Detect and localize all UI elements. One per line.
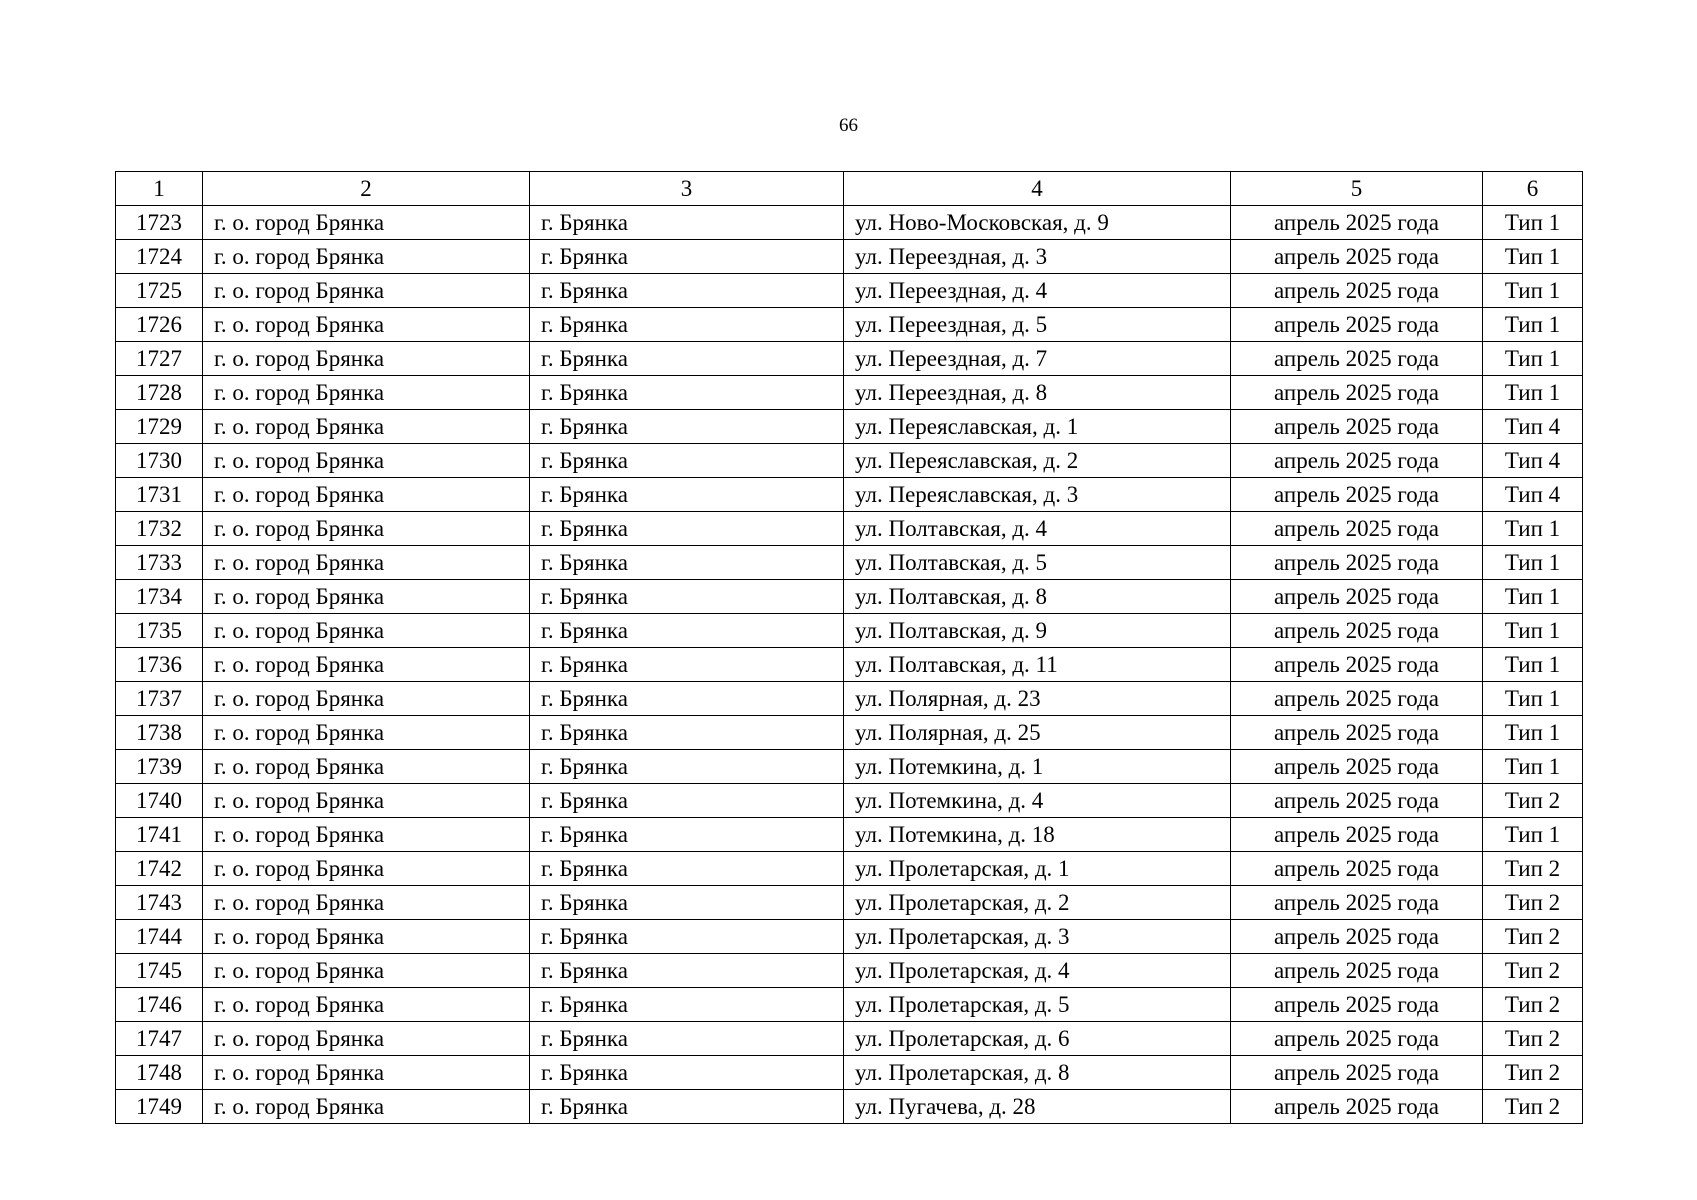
row-number-cell: 1747: [116, 1022, 203, 1056]
type-cell: Тип 1: [1483, 648, 1583, 682]
locality-cell: г. Брянка: [530, 920, 844, 954]
municipality-cell: г. о. город Брянка: [203, 954, 530, 988]
date-cell: апрель 2025 года: [1231, 988, 1483, 1022]
locality-cell: г. Брянка: [530, 988, 844, 1022]
type-cell: Тип 4: [1483, 478, 1583, 512]
date-cell: апрель 2025 года: [1231, 546, 1483, 580]
row-number-cell: 1733: [116, 546, 203, 580]
municipality-cell: г. о. город Брянка: [203, 240, 530, 274]
date-cell: апрель 2025 года: [1231, 580, 1483, 614]
row-number-cell: 1739: [116, 750, 203, 784]
address-cell: ул. Полтавская, д. 9: [844, 614, 1231, 648]
type-cell: Тип 2: [1483, 954, 1583, 988]
table-row: [116, 1056, 1583, 1090]
municipality-cell: г. о. город Брянка: [203, 716, 530, 750]
row-number-cell: 1723: [116, 206, 203, 240]
row-number-cell: 1736: [116, 648, 203, 682]
municipality-cell: г. о. город Брянка: [203, 274, 530, 308]
municipality-cell: г. о. город Брянка: [203, 546, 530, 580]
table-row: [116, 342, 1583, 376]
municipality-cell: г. о. город Брянка: [203, 648, 530, 682]
date-cell: апрель 2025 года: [1231, 886, 1483, 920]
locality-cell: г. Брянка: [530, 716, 844, 750]
row-number-cell: 1730: [116, 444, 203, 478]
table-row: [116, 240, 1583, 274]
locality-cell: г. Брянка: [530, 954, 844, 988]
table-row: [116, 274, 1583, 308]
type-cell: Тип 2: [1483, 1022, 1583, 1056]
locality-cell: г. Брянка: [530, 580, 844, 614]
table-row: [116, 988, 1583, 1022]
column-number-2: 2: [203, 172, 530, 206]
row-number-cell: 1737: [116, 682, 203, 716]
address-cell: ул. Полтавская, д. 5: [844, 546, 1231, 580]
table-body: [116, 172, 1583, 1124]
row-number-cell: 1729: [116, 410, 203, 444]
municipality-cell: г. о. город Брянка: [203, 308, 530, 342]
locality-cell: г. Брянка: [530, 410, 844, 444]
row-number-cell: 1724: [116, 240, 203, 274]
row-number-cell: 1744: [116, 920, 203, 954]
row-number-cell: 1734: [116, 580, 203, 614]
municipality-cell: г. о. город Брянка: [203, 410, 530, 444]
type-cell: Тип 2: [1483, 784, 1583, 818]
address-cell: ул. Полтавская, д. 8: [844, 580, 1231, 614]
locality-cell: г. Брянка: [530, 682, 844, 716]
address-cell: ул. Переездная, д. 8: [844, 376, 1231, 410]
table-row: [116, 206, 1583, 240]
row-number-cell: 1741: [116, 818, 203, 852]
column-number-1: 1: [116, 172, 203, 206]
type-cell: Тип 2: [1483, 1056, 1583, 1090]
locality-cell: г. Брянка: [530, 1056, 844, 1090]
municipality-cell: г. о. город Брянка: [203, 614, 530, 648]
type-cell: Тип 1: [1483, 750, 1583, 784]
municipality-cell: г. о. город Брянка: [203, 750, 530, 784]
locality-cell: г. Брянка: [530, 750, 844, 784]
type-cell: Тип 1: [1483, 818, 1583, 852]
row-number-cell: 1727: [116, 342, 203, 376]
locality-cell: г. Брянка: [530, 818, 844, 852]
address-cell: ул. Ново-Московская, д. 9: [844, 206, 1231, 240]
date-cell: апрель 2025 года: [1231, 444, 1483, 478]
address-cell: ул. Полярная, д. 25: [844, 716, 1231, 750]
date-cell: апрель 2025 года: [1231, 376, 1483, 410]
type-cell: Тип 4: [1483, 444, 1583, 478]
municipality-cell: г. о. город Брянка: [203, 580, 530, 614]
municipality-cell: г. о. город Брянка: [203, 376, 530, 410]
locality-cell: г. Брянка: [530, 614, 844, 648]
row-number-cell: 1746: [116, 988, 203, 1022]
municipality-cell: г. о. город Брянка: [203, 1022, 530, 1056]
date-cell: апрель 2025 года: [1231, 716, 1483, 750]
table-row: [116, 478, 1583, 512]
municipality-cell: г. о. город Брянка: [203, 1056, 530, 1090]
row-number-cell: 1731: [116, 478, 203, 512]
table-row: [116, 648, 1583, 682]
municipality-cell: г. о. город Брянка: [203, 818, 530, 852]
address-cell: ул. Потемкина, д. 4: [844, 784, 1231, 818]
municipality-cell: г. о. город Брянка: [203, 206, 530, 240]
municipality-cell: г. о. город Брянка: [203, 478, 530, 512]
date-cell: апрель 2025 года: [1231, 410, 1483, 444]
address-cell: ул. Пролетарская, д. 8: [844, 1056, 1231, 1090]
date-cell: апрель 2025 года: [1231, 852, 1483, 886]
date-cell: апрель 2025 года: [1231, 1056, 1483, 1090]
address-cell: ул. Пролетарская, д. 1: [844, 852, 1231, 886]
address-cell: ул. Потемкина, д. 1: [844, 750, 1231, 784]
address-cell: ул. Переездная, д. 3: [844, 240, 1231, 274]
address-cell: ул. Пугачева, д. 28: [844, 1090, 1231, 1124]
date-cell: апрель 2025 года: [1231, 240, 1483, 274]
type-cell: Тип 1: [1483, 580, 1583, 614]
row-number-cell: 1732: [116, 512, 203, 546]
table-row: [116, 920, 1583, 954]
date-cell: апрель 2025 года: [1231, 682, 1483, 716]
row-number-cell: 1738: [116, 716, 203, 750]
table-row: [116, 818, 1583, 852]
table-row: [116, 580, 1583, 614]
municipality-cell: г. о. город Брянка: [203, 444, 530, 478]
type-cell: Тип 4: [1483, 410, 1583, 444]
table-row: [116, 1022, 1583, 1056]
register-table: [115, 171, 1583, 1124]
table-row: [116, 750, 1583, 784]
municipality-cell: г. о. город Брянка: [203, 784, 530, 818]
date-cell: апрель 2025 года: [1231, 1022, 1483, 1056]
address-cell: ул. Полтавская, д. 4: [844, 512, 1231, 546]
table-row: [116, 784, 1583, 818]
municipality-cell: г. о. город Брянка: [203, 342, 530, 376]
address-cell: ул. Переездная, д. 7: [844, 342, 1231, 376]
address-cell: ул. Пролетарская, д. 6: [844, 1022, 1231, 1056]
locality-cell: г. Брянка: [530, 308, 844, 342]
address-cell: ул. Переяславская, д. 1: [844, 410, 1231, 444]
address-cell: ул. Переездная, д. 5: [844, 308, 1231, 342]
table-row: [116, 410, 1583, 444]
row-number-cell: 1726: [116, 308, 203, 342]
date-cell: апрель 2025 года: [1231, 274, 1483, 308]
type-cell: Тип 2: [1483, 1090, 1583, 1124]
page-number: 66: [839, 115, 858, 136]
date-cell: апрель 2025 года: [1231, 920, 1483, 954]
locality-cell: г. Брянка: [530, 478, 844, 512]
table-row: [116, 512, 1583, 546]
table-row: [116, 546, 1583, 580]
type-cell: Тип 1: [1483, 308, 1583, 342]
row-number-cell: 1748: [116, 1056, 203, 1090]
type-cell: Тип 2: [1483, 920, 1583, 954]
address-cell: ул. Переездная, д. 4: [844, 274, 1231, 308]
type-cell: Тип 1: [1483, 512, 1583, 546]
address-cell: ул. Пролетарская, д. 3: [844, 920, 1231, 954]
date-cell: апрель 2025 года: [1231, 954, 1483, 988]
column-number-row: [116, 172, 1583, 206]
column-number-5: 5: [1231, 172, 1483, 206]
address-cell: ул. Полтавская, д. 11: [844, 648, 1231, 682]
municipality-cell: г. о. город Брянка: [203, 1090, 530, 1124]
locality-cell: г. Брянка: [530, 1090, 844, 1124]
address-cell: ул. Полярная, д. 23: [844, 682, 1231, 716]
locality-cell: г. Брянка: [530, 376, 844, 410]
row-number-cell: 1743: [116, 886, 203, 920]
locality-cell: г. Брянка: [530, 886, 844, 920]
type-cell: Тип 1: [1483, 546, 1583, 580]
locality-cell: г. Брянка: [530, 1022, 844, 1056]
locality-cell: г. Брянка: [530, 852, 844, 886]
locality-cell: г. Брянка: [530, 784, 844, 818]
row-number-cell: 1735: [116, 614, 203, 648]
row-number-cell: 1745: [116, 954, 203, 988]
date-cell: апрель 2025 года: [1231, 1090, 1483, 1124]
date-cell: апрель 2025 года: [1231, 614, 1483, 648]
address-cell: ул. Пролетарская, д. 5: [844, 988, 1231, 1022]
row-number-cell: 1728: [116, 376, 203, 410]
row-number-cell: 1742: [116, 852, 203, 886]
type-cell: Тип 1: [1483, 376, 1583, 410]
date-cell: апрель 2025 года: [1231, 512, 1483, 546]
table-row: [116, 444, 1583, 478]
address-cell: ул. Переяславская, д. 3: [844, 478, 1231, 512]
locality-cell: г. Брянка: [530, 546, 844, 580]
type-cell: Тип 2: [1483, 886, 1583, 920]
address-cell: ул. Пролетарская, д. 2: [844, 886, 1231, 920]
type-cell: Тип 2: [1483, 852, 1583, 886]
address-cell: ул. Потемкина, д. 18: [844, 818, 1231, 852]
locality-cell: г. Брянка: [530, 444, 844, 478]
date-cell: апрель 2025 года: [1231, 818, 1483, 852]
table-row: [116, 1090, 1583, 1124]
type-cell: Тип 1: [1483, 240, 1583, 274]
type-cell: Тип 1: [1483, 274, 1583, 308]
table-row: [116, 376, 1583, 410]
row-number-cell: 1740: [116, 784, 203, 818]
locality-cell: г. Брянка: [530, 206, 844, 240]
table-row: [116, 886, 1583, 920]
date-cell: апрель 2025 года: [1231, 750, 1483, 784]
locality-cell: г. Брянка: [530, 512, 844, 546]
address-cell: ул. Пролетарская, д. 4: [844, 954, 1231, 988]
type-cell: Тип 1: [1483, 206, 1583, 240]
date-cell: апрель 2025 года: [1231, 206, 1483, 240]
table-row: [116, 308, 1583, 342]
column-number-6: 6: [1483, 172, 1583, 206]
table-row: [116, 954, 1583, 988]
locality-cell: г. Брянка: [530, 342, 844, 376]
locality-cell: г. Брянка: [530, 648, 844, 682]
type-cell: Тип 1: [1483, 342, 1583, 376]
type-cell: Тип 2: [1483, 988, 1583, 1022]
type-cell: Тип 1: [1483, 682, 1583, 716]
table-row: [116, 614, 1583, 648]
date-cell: апрель 2025 года: [1231, 784, 1483, 818]
date-cell: апрель 2025 года: [1231, 342, 1483, 376]
date-cell: апрель 2025 года: [1231, 308, 1483, 342]
locality-cell: г. Брянка: [530, 274, 844, 308]
municipality-cell: г. о. город Брянка: [203, 852, 530, 886]
table-row: [116, 852, 1583, 886]
municipality-cell: г. о. город Брянка: [203, 920, 530, 954]
type-cell: Тип 1: [1483, 716, 1583, 750]
locality-cell: г. Брянка: [530, 240, 844, 274]
column-number-4: 4: [844, 172, 1231, 206]
municipality-cell: г. о. город Брянка: [203, 682, 530, 716]
municipality-cell: г. о. город Брянка: [203, 886, 530, 920]
column-number-3: 3: [530, 172, 844, 206]
row-number-cell: 1749: [116, 1090, 203, 1124]
type-cell: Тип 1: [1483, 614, 1583, 648]
table-row: [116, 716, 1583, 750]
table-row: [116, 682, 1583, 716]
address-cell: ул. Переяславская, д. 2: [844, 444, 1231, 478]
municipality-cell: г. о. город Брянка: [203, 988, 530, 1022]
municipality-cell: г. о. город Брянка: [203, 512, 530, 546]
date-cell: апрель 2025 года: [1231, 478, 1483, 512]
date-cell: апрель 2025 года: [1231, 648, 1483, 682]
row-number-cell: 1725: [116, 274, 203, 308]
